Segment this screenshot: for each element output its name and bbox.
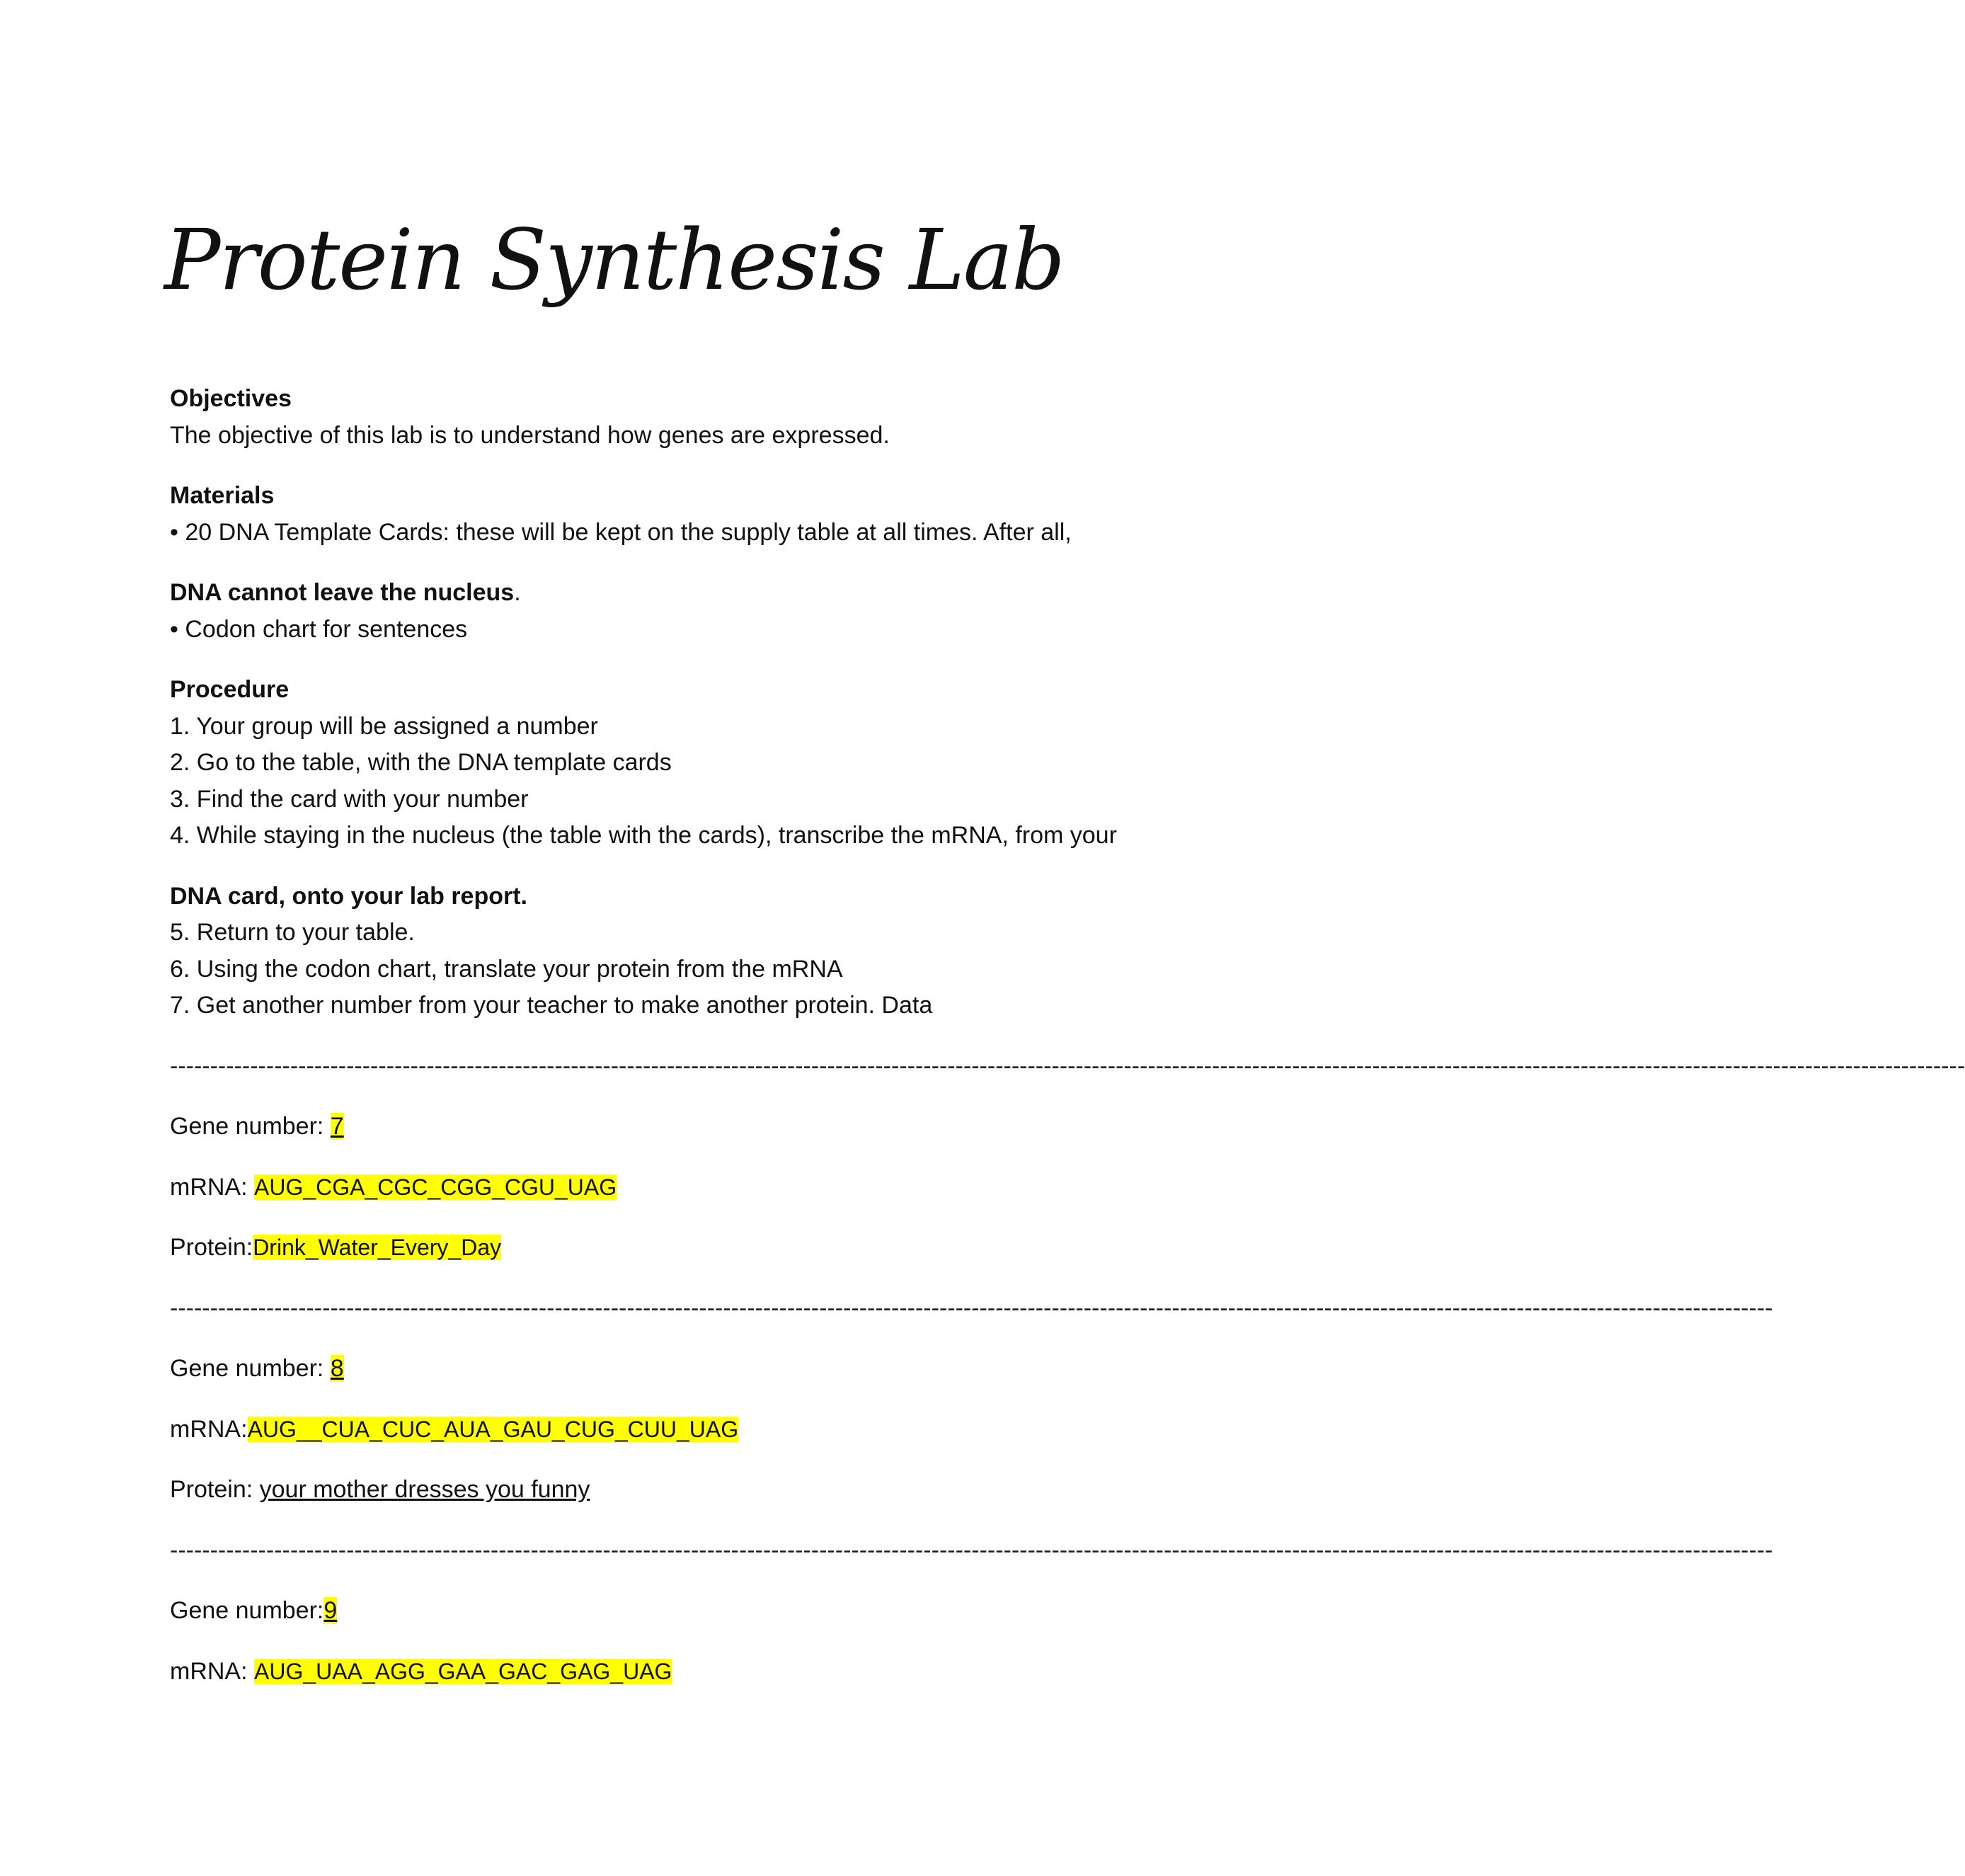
procedure-continuation: DNA card, onto your lab report. [170,882,528,910]
separator-line: -------------------------------------------------------------------------------------------------------------------------------------------------------------------------------------------------------- [170,1294,1773,1322]
separator-line: -------------------------------------------------------------------------------------------------------------------------------------------------------------------------------------------------------------------------------- [170,1052,1965,1080]
separator-line: -------------------------------------------------------------------------------------------------------------------------------------------------------------------------------------------------------- [170,1536,1773,1564]
procedure-step: 5. Return to your table. [170,919,415,946]
gene-number-label: Gene number: [170,1597,324,1624]
procedure-heading: Procedure [170,676,290,703]
materials-heading: Materials [170,482,275,509]
procedure-step: 3. Find the card with your number [170,785,529,813]
mrna-row [170,1169,1274,1206]
procedure-step: 4. While staying in the nucleus (the table with the cards), transcribe the mRNA, from your [170,822,1117,849]
protein-label: Protein: [170,1234,253,1261]
mrna-value: AUG_CGA_CGC_CGG_CGU_UAG [254,1174,617,1200]
mrna-row [170,1654,1274,1691]
protein-row [170,1230,1274,1266]
mrna-row [170,1412,1274,1448]
procedure-step: 7. Get another number from your teacher to make another protein. Data [170,992,933,1019]
mrna-label: mRNA: [170,1415,248,1443]
gene-number-label: Gene number: [170,1355,331,1382]
materials-item-codon-chart: • Codon chart for sentences [170,615,468,643]
materials-item-cards: • 20 DNA Template Cards: these will be kept on the supply table at all times. After all, [170,518,1072,546]
gene-number-row [170,1109,1274,1145]
gene-number-row [170,1593,1274,1630]
mrna-label: mRNA: [170,1657,254,1685]
materials-note-end: . [514,579,521,606]
protein-value: your mother dresses you funny [259,1476,590,1503]
protein-label: Protein: [170,1476,260,1503]
materials-note [170,575,1274,612]
gene-number-value: 7 [330,1113,344,1140]
procedure-step: 2. Go to the table, with the DNA template cards [170,749,672,776]
procedure-step: 1. Your group will be assigned a number [170,712,598,740]
gene-number-label: Gene number: [170,1113,331,1140]
gene-number-row [170,1351,1274,1388]
protein-row [170,1472,1274,1509]
materials-note-bold: DNA cannot leave the nucleus [170,579,515,606]
gene-number-value: 9 [323,1597,338,1624]
procedure-step: 6. Using the codon chart, translate your protein from the mRNA [170,955,843,983]
document-body [170,381,1965,1690]
gene-number-value: 8 [330,1355,344,1382]
mrna-label: mRNA: [170,1173,254,1201]
document-title: Protein Synthesis Lab [164,211,1064,309]
mrna-value: AUG__CUA_CUC_AUA_GAU_CUG_CUU_UAG [247,1416,739,1442]
protein-value: Drink_Water_Every_Day [253,1235,502,1260]
mrna-value: AUG_UAA_AGG_GAA_GAC_GAG_UAG [254,1658,672,1684]
objectives-heading: Objectives [170,385,292,412]
objectives-text: The objective of this lab is to understand how genes are expressed. [170,421,890,449]
